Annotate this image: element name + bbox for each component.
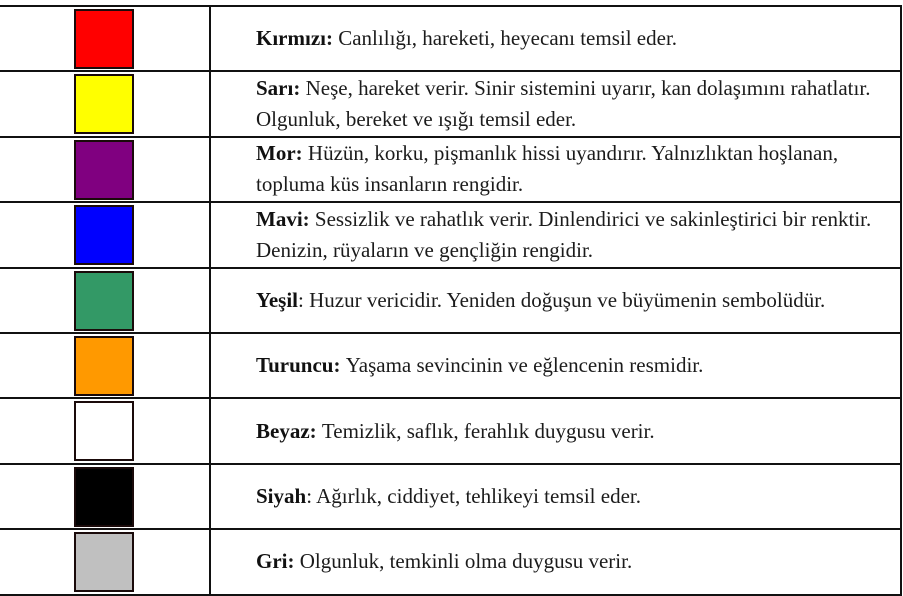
separator: : (302, 206, 315, 231)
description-cell (211, 269, 900, 332)
color-name: Mor (256, 141, 296, 166)
table-row-7 (0, 465, 900, 530)
color-description: Temizlik, saflık, ferahlık duygusu verir. (321, 418, 655, 443)
separator: : (293, 76, 306, 101)
description-text (256, 416, 655, 447)
separator: : (325, 26, 339, 51)
table-row-5 (0, 334, 900, 399)
swatch-cell (0, 530, 211, 593)
description-cell (211, 138, 900, 201)
table-row-0 (0, 7, 900, 72)
separator: : (309, 418, 322, 443)
color-description: Sessizlik ve rahatlık verir. Dinlendirici ve sakinleştirici bir renktir. Denizin, rüyaların ve gençliğin rengidir. (256, 206, 872, 262)
description-cell (211, 334, 900, 397)
color-name: Sarı (256, 76, 294, 101)
color-name: Turuncu (256, 353, 334, 378)
color-swatch-3 (74, 205, 134, 265)
color-name: Siyah (256, 483, 307, 508)
description-cell (211, 399, 900, 462)
description-cell (211, 530, 900, 593)
color-description: Olgunluk, temkinli olma duygusu verir. (299, 549, 633, 574)
description-cell (211, 203, 900, 266)
color-swatch-6 (74, 401, 134, 461)
separator: : (287, 549, 300, 574)
table-row-2 (0, 138, 900, 203)
color-swatch-1 (74, 74, 134, 134)
description-text (256, 350, 703, 381)
table-row-3 (0, 203, 900, 268)
color-meaning-table (0, 5, 902, 596)
description-text (256, 481, 641, 512)
color-description: Ağırlık, ciddiyet, tehlikeyi temsil eder. (316, 483, 641, 508)
swatch-cell (0, 72, 211, 135)
color-name: Beyaz (256, 418, 310, 443)
separator: : (298, 287, 310, 312)
swatch-cell (0, 269, 211, 332)
separator: : (306, 483, 317, 508)
swatch-cell (0, 203, 211, 266)
swatch-cell (0, 399, 211, 462)
description-text (256, 546, 632, 577)
description-cell (211, 465, 900, 528)
swatch-cell (0, 138, 211, 201)
table-row-8 (0, 530, 900, 595)
separator: : (333, 353, 346, 378)
separator: : (295, 141, 308, 166)
color-description: Yaşama sevincinin ve eğlencenin resmidir. (345, 353, 704, 378)
color-swatch-2 (74, 140, 134, 200)
color-swatch-7 (74, 467, 134, 527)
color-name: Yeşil (256, 287, 298, 312)
swatch-cell (0, 465, 211, 528)
description-text (256, 73, 894, 135)
color-description: Hüzün, korku, pişmanlık hissi uyandırır. Yalnızlıktan hoşlanan, topluma küs insanların rengidir. (256, 141, 839, 197)
color-description: Huzur vericidir. Yeniden doğuşun ve büyümenin sembolüdür. (309, 287, 826, 312)
table-row-1 (0, 72, 900, 137)
description-text (256, 138, 894, 200)
description-text (256, 285, 825, 316)
description-text (256, 23, 677, 54)
color-swatch-5 (74, 336, 134, 396)
color-swatch-0 (74, 9, 134, 69)
color-name: Gri (256, 549, 288, 574)
color-swatch-4 (74, 271, 134, 331)
color-description: Neşe, hareket verir. Sinir sistemini uyarır, kan dolaşımını rahatlatır. Olgunluk, bereket ve ışığı temsil eder. (256, 76, 871, 132)
color-name: Kırmızı (256, 26, 326, 51)
swatch-cell (0, 7, 211, 70)
color-name: Mavi (256, 206, 303, 231)
color-description: Canlılığı, hareketi, heyecanı temsil eder. (338, 26, 678, 51)
description-cell (211, 72, 900, 135)
table-row-4 (0, 269, 900, 334)
swatch-cell (0, 334, 211, 397)
table-row-6 (0, 399, 900, 464)
color-swatch-8 (74, 532, 134, 592)
description-text (256, 204, 894, 266)
description-cell (211, 7, 900, 70)
